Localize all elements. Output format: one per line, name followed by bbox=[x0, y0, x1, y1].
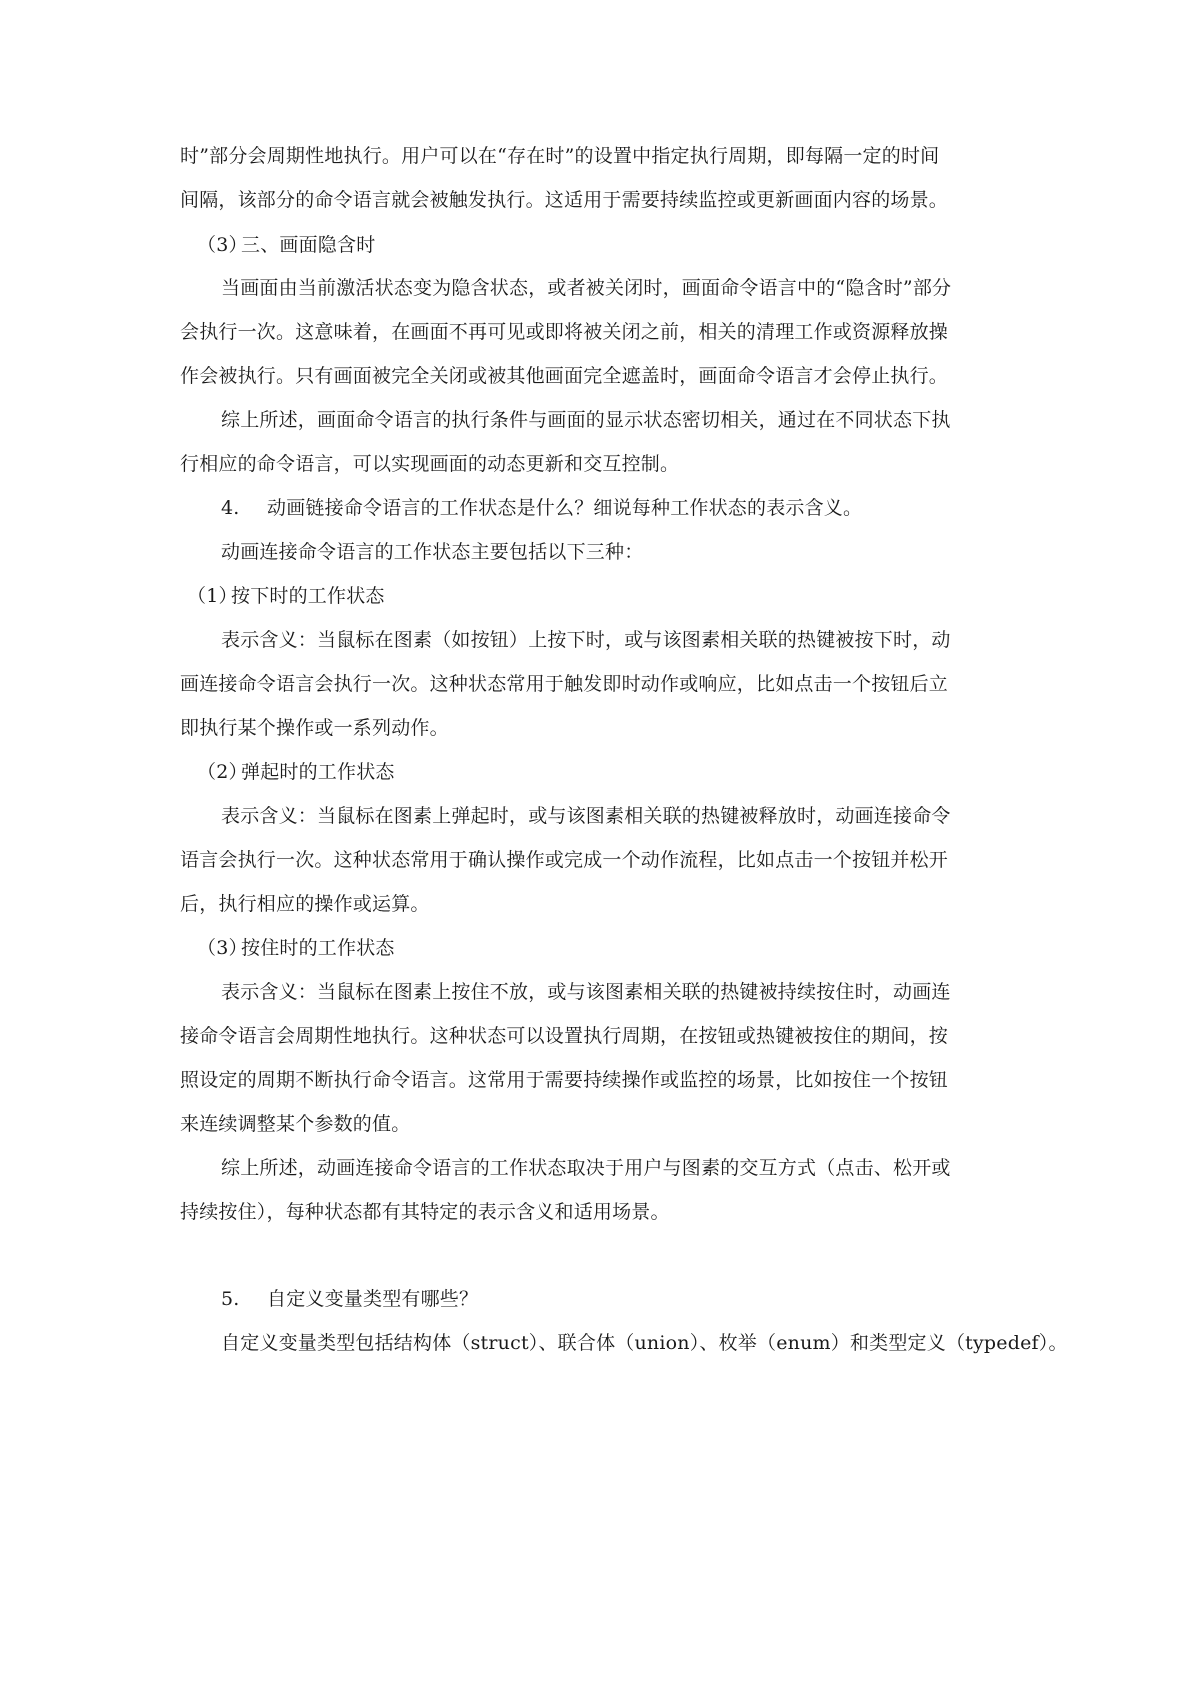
question-text: 自定义变量类型有哪些？ bbox=[267, 1288, 479, 1310]
section-number: （3） bbox=[197, 234, 248, 256]
paragraph-line: 时”部分会周期性地执行。用户可以在“存在时”的设置中指定执行周期，即每隔一定的时间 bbox=[180, 145, 940, 167]
section-number: （3） bbox=[197, 937, 248, 959]
paragraph-line: 照设定的周期不断执行命令语言。这常用于需要持续操作或监控的场景，比如按住一个按钮 bbox=[180, 1069, 949, 1091]
paragraph-line: 行相应的命令语言，可以实现画面的动态更新和交互控制。 bbox=[180, 453, 680, 475]
section-heading bbox=[187, 584, 1027, 608]
section-number: （1） bbox=[187, 585, 238, 607]
paragraph-line: 动画连接命令语言的工作状态主要包括以下三种： bbox=[221, 541, 644, 563]
question-heading bbox=[221, 496, 1020, 520]
question-heading bbox=[221, 1287, 1020, 1311]
section-title: 按住时的工作状态 bbox=[241, 937, 395, 959]
section-title: 弹起时的工作状态 bbox=[241, 761, 395, 783]
paragraph-line: 接命令语言会周期性地执行。这种状态可以设置执行周期，在按钮或热键被按住的期间，按 bbox=[180, 1025, 949, 1047]
section-heading bbox=[197, 936, 1037, 960]
section-title: 三、画面隐含时 bbox=[241, 234, 376, 256]
paragraph-line: 后，执行相应的操作或运算。 bbox=[180, 893, 430, 915]
paragraph-line: 表示含义：当鼠标在图素上弹起时，或与该图素相关联的热键被释放时，动画连接命令 bbox=[221, 805, 951, 827]
paragraph-line: 会执行一次。这意味着，在画面不再可见或即将被关闭之前，相关的清理工作或资源释放操 bbox=[180, 321, 949, 343]
paragraph-line: 来连续调整某个参数的值。 bbox=[180, 1113, 411, 1135]
section-title: 按下时的工作状态 bbox=[231, 585, 385, 607]
paragraph-line: 自定义变量类型包括结构体（struct）、联合体（union）、枚举（enum）和类型定义（typedef）。 bbox=[221, 1332, 1068, 1354]
paragraph-line: 表示含义：当鼠标在图素（如按钮）上按下时，或与该图素相关联的热键被按下时，动 bbox=[221, 629, 951, 651]
paragraph-line: 语言会执行一次。这种状态常用于确认操作或完成一个动作流程，比如点击一个按钮并松开 bbox=[180, 849, 949, 871]
section-heading bbox=[197, 233, 1037, 257]
paragraph-line: 即执行某个操作或一系列动作。 bbox=[180, 717, 449, 739]
question-text: 动画链接命令语言的工作状态是什么？细说每种工作状态的表示含义。 bbox=[267, 497, 863, 519]
paragraph-line: 作会被执行。只有画面被完全关闭或被其他画面完全遮盖时，画面命令语言才会停止执行。 bbox=[180, 365, 949, 387]
paragraph-line: 综上所述，动画连接命令语言的工作状态取决于用户与图素的交互方式（点击、松开或 bbox=[221, 1157, 951, 1179]
paragraph-line: 持续按住），每种状态都有其特定的表示含义和适用场景。 bbox=[180, 1201, 670, 1223]
question-number: 4. bbox=[221, 497, 240, 519]
paragraph-line: 画连接命令语言会执行一次。这种状态常用于触发即时动作或响应，比如点击一个按钮后立 bbox=[180, 673, 949, 695]
section-heading bbox=[197, 760, 1037, 784]
paragraph-line: 表示含义：当鼠标在图素上按住不放，或与该图素相关联的热键被持续按住时，动画连 bbox=[221, 981, 951, 1003]
section-number: （2） bbox=[197, 761, 248, 783]
question-number: 5. bbox=[221, 1288, 240, 1310]
paragraph-line: 当画面由当前激活状态变为隐含状态，或者被关闭时，画面命令语言中的“隐含时”部分 bbox=[221, 277, 952, 299]
paragraph-line: 间隔，该部分的命令语言就会被触发执行。这适用于需要持续监控或更新画面内容的场景。 bbox=[180, 189, 949, 211]
paragraph-line: 综上所述，画面命令语言的执行条件与画面的显示状态密切相关，通过在不同状态下执 bbox=[221, 409, 951, 431]
